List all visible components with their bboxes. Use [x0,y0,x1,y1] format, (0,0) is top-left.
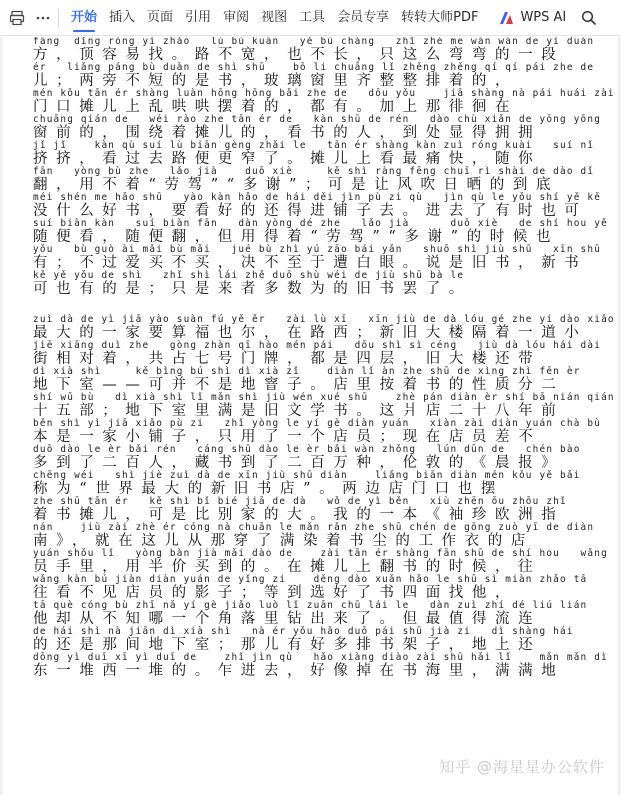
pinyin-line: jǐ jǐ kàn qù suí lù biān gèng zhǎi le tān ér shàng kàn zuì róng kuài suí nǐ [33,140,595,151]
pinyin-line: shí wǔ bù dì xià shì lǐ mǎn shì jiù wén xué shū zhè pán diàn èr shí bā nián qián [33,392,615,403]
pinyin-line: mén kǒu tān ér shàng luàn hōng hōng bǎi zhe de dōu yǒu jiā shàng nà pái huái zài [33,88,615,99]
toolbar [0,0,621,36]
hanzi-line: 本是一家小铺子，只用了一个店员；现在店员差不 [33,429,542,445]
text-line [33,601,593,627]
text-line [33,244,602,271]
tab-page[interactable]: 页面 [147,9,174,25]
paragraph [33,314,615,679]
toolbar-left [0,9,52,27]
pinyin-line: de hái shì nà jiān dì xià shì nà ér yǒu hǎo duō pái shū jià zi dì shàng hái [33,626,574,637]
tab-pdf-master[interactable]: 转转大师PDF [401,9,479,25]
text-line [33,575,593,601]
text-line [33,37,593,63]
hanzi-line: 最大的一家要算福也尔，在路西；新旧大楼隔着一道小 [33,325,588,341]
hanzi-line: 没什么好书，要看好的还得进铺子去。进去了有时也可 [33,203,588,219]
hanzi-line: 方，顶容易找。路不宽，也不长，只这么弯弯的一段 [33,47,565,63]
tab-member[interactable]: 会员专享 [337,9,390,25]
pinyin-line: zhe shū tān ér kě shì bǐ bié jiā de dà wǒ de yì běn xiù zhēn ōu zhōu zhǐ [33,496,567,507]
text-line [33,167,593,193]
text-line [33,497,593,523]
text-line [33,192,602,219]
more-icon[interactable] [34,9,52,27]
tab-view[interactable]: 视图 [261,9,288,25]
text-line [33,367,593,393]
text-line [33,314,615,341]
search-icon[interactable] [580,9,598,27]
hanzi-line: 南》，就在这儿从那穿了满染着书尘的工作衣的店 [33,533,534,549]
tab-tools[interactable]: 工具 [299,9,326,25]
text-line [33,271,593,297]
text-line [33,627,593,653]
hanzi-line: 门口摊儿上乱哄哄摆着的，都有。加上那徘徊在 [33,99,519,115]
hanzi-line: 往看不见店员的影子；等到选好了书四面找他， [33,585,519,601]
pinyin-line: zuì dà de yì jiā yào suàn fú yě ěr zài lù xī xīn jiù de dà lóu gé zhe yí dào xiǎo [33,314,615,325]
text-line [33,418,602,445]
wps-ai-icon [498,9,516,27]
hanzi-line: 有；不过爱买不买，决不至于遭白眼。说是旧书，新书 [33,255,588,271]
tab-insert[interactable]: 插入 [109,9,136,25]
pinyin-line: chuāng qián de wéi rào zhe tān ér de kàn shū de rén dào chù xiǎn de yōng yōng [33,114,602,125]
hanzi-line: 挤挤，看过去路便更窄了。摊儿上看最痛快，随你 [33,151,542,167]
text-line [33,523,593,549]
pinyin-line: duō dào le èr bǎi rén cáng shū dào le èr bǎi wàn zhǒng lún dūn de chén bào [33,444,581,455]
ribbon-tabs [65,0,484,36]
pinyin-line: chēng wéi shì jiè zuì dà de xīn jiù shū diàn liǎng biān diàn mén kǒu yě bǎi [33,470,581,481]
wps-ai-label: WPS AI [520,10,567,25]
tab-home[interactable]: 开始 [65,0,103,36]
text-line [33,471,593,497]
hanzi-line: 着书摊儿，可是比别家的大。我的一本《袖珍欧洲指 [33,507,565,523]
paragraph [33,37,615,297]
pinyin-line: fāng dǐng róng yì zhǎo lù bù kuān yě bù cháng zhǐ zhè me wān wān de yí duàn [33,37,595,47]
document-page[interactable] [0,37,621,795]
pinyin-line: dì xià shì kě bìng bú shì dì xià zǐ diàn lǐ àn zhe shū de xìng zhì fēn èr [33,366,581,377]
pinyin-line: yuán shǒu lǐ yòng bàn jià mǎi dào de zài tān ér shàng fān shū de shí hou wǎng [33,548,608,559]
hanzi-line: 十五部；地下室里满是旧文学书。这爿店二十八年前 [33,403,565,419]
pinyin-line: yǒu bù guò ài mǎi bù mǎi jué bù zhì yú zāo bái yǎn shuō shì jiù shū xīn shū [33,244,602,255]
hanzi-line: 称为“世界最大的新旧书店”。两边店门口也摆 [33,481,504,497]
text-line [33,63,593,89]
toolbar-divider [58,9,59,27]
pinyin-line: suí biàn kàn suí biàn fān dàn yòng dé zhe lǎo jià duō xiè de shí hou yě [33,218,608,229]
pinyin-line: wǎng kàn bú jiàn diàn yuán de yǐng zi děng dào xuǎn hǎo le shū sì miàn zhǎo tā [33,574,588,585]
hanzi-line: 街相对着，共占七号门牌，都是四层，旧大楼还带 [33,351,542,367]
text-line [33,141,593,167]
text-line [33,340,602,367]
paragraph-gap [33,297,621,315]
hanzi-line: 东一堆西一堆的。乍进去，好像掉在书海里，满满地 [33,663,565,679]
text-line [33,114,602,141]
text-line [33,218,608,245]
pinyin-line: dōng yì duī xī yì duī de zhǐ jìn qù hǎo xiàng diào zài shū hǎi lǐ mǎn mǎn dì [33,652,608,663]
pinyin-line: běn shì yì jiā xiǎo pù zi zhǐ yòng le yí gè diàn yuán xiàn zài diàn yuán chà bù [33,418,602,429]
hanzi-line: 可也有的是；只是来者多数为的旧书罢了。 [33,281,472,297]
hanzi-line: 地下室——可并不是地窨子。店里按着书的性质分二 [33,377,565,393]
text-line [33,548,608,575]
hanzi-line: 的还是那间地下室；那儿有好多排书架子，地上还 [33,637,542,653]
print-icon[interactable] [8,9,26,27]
tab-references[interactable]: 引用 [185,9,212,25]
pinyin-line: kě yě yǒu de shì zhǐ shì lái zhě duō shù wéi de jiù shū bà le [33,270,465,281]
hanzi-line: 随便看，随便翻，但用得着“劳驾”“多谢”的时候也 [33,229,560,245]
text-line [33,445,593,471]
tab-review[interactable]: 审阅 [223,9,250,25]
text-line [33,652,608,679]
pinyin-line: fān yòng bù zhe lǎo jià duō xiè kě shì ràng fēng chuī rì shài de dào dǐ [33,166,595,177]
text-line [33,392,615,419]
hanzi-line: 翻，用不着“劳驾”“多谢”；可是让风吹日晒的到底 [33,177,560,193]
hanzi-line: 员手里，用半价买到的。在摊儿上翻书的时候，往 [33,559,542,575]
hanzi-line: 多到了二百人，藏书到了二百万种，伦敦的《晨报》 [33,455,565,471]
pinyin-line: jiē xiāng duì zhe gòng zhàn qī hào mén pái dōu shì sì céng jiù dà lóu hái dài [33,340,602,351]
hanzi-line: 窗前的，围绕着摊儿的，看书的人，到处显得拥拥 [33,125,542,141]
hanzi-line: 他却从不知哪一个角落里钻出来了。但最值得流连 [33,611,542,627]
pinyin-line: méi shén me hǎo shū yào kàn hǎo de hái děi jìn pù zi qù jìn qù le yǒu shí yě kě [33,192,602,203]
pinyin-line: tā què cóng bù zhī nǎ yí gè jiǎo luò lǐ zuān chū lái le dàn zuì zhí dé liú lián [33,600,588,611]
wps-ai-button[interactable] [498,9,566,27]
watermark: 知乎 @海星星办公软件 [439,758,605,776]
hanzi-line: 儿；两旁不短的是书，玻璃窗里齐整整排着的， [33,73,519,89]
pinyin-line: nán jiù zài zhè ér cóng nà chuān le mǎn rǎn zhe shū chén de gōng zuò yī de diàn [33,522,595,533]
text-line [33,88,615,115]
pinyin-line: ér liǎng páng bù duàn de shì shū bō li chuāng lǐ zhěng zhěng qí qí pái zhe de [33,62,595,73]
